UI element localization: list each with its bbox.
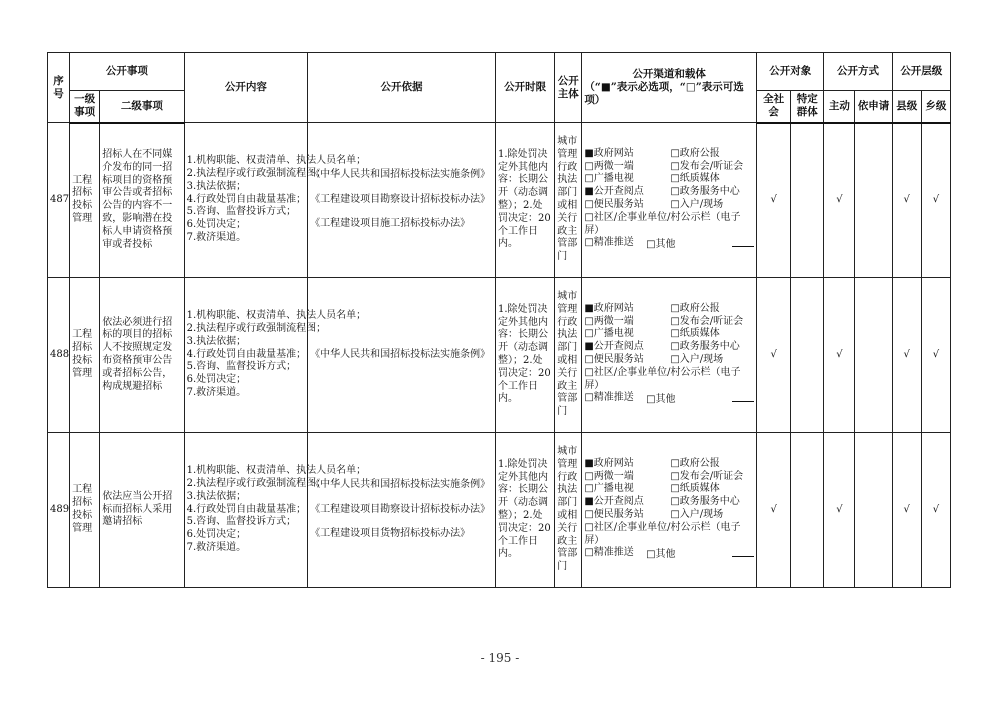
- channel-other: [646, 547, 754, 562]
- header-channel: [582, 53, 757, 123]
- channel-row: [584, 392, 754, 407]
- content-line: 1.机构职能、权责清单、执法人员名单；: [186, 310, 367, 322]
- header-level2: 二级事项: [100, 91, 184, 123]
- basis-item: 《工程建设项目货物招标投标办法》: [310, 528, 471, 540]
- channel-option: □精准推送: [584, 547, 634, 559]
- row-target-all: √: [757, 433, 791, 588]
- content-line: 7.救济渠道。: [186, 231, 247, 243]
- channel-row: [584, 471, 754, 484]
- channel-option: □发布会/听证会: [670, 470, 744, 482]
- channel-row: [584, 354, 754, 367]
- row-target-all: √: [757, 123, 791, 278]
- channel-option: □广播电视: [584, 328, 634, 340]
- row-target-specific: [791, 278, 824, 433]
- table-row: [48, 433, 951, 588]
- channel-row: [584, 199, 754, 212]
- header-level: 公开层级: [892, 53, 950, 91]
- row-method-request: [855, 123, 892, 278]
- page-number: - 195 -: [480, 651, 520, 665]
- channel-option: □其他: [646, 549, 676, 561]
- header-level-township: 乡级: [921, 91, 950, 123]
- channel-option: ■政府网站: [584, 457, 634, 469]
- basis-item: 《中华人民共和国招标投标法实施条例》: [310, 168, 491, 180]
- disclosure-table: [47, 52, 951, 588]
- channel-option: □精准推送: [584, 392, 634, 404]
- header-content: 公开内容: [184, 53, 308, 123]
- basis-item: 《工程建设项目勘察设计招标投标办法》: [310, 503, 491, 515]
- content-line: 2.执法程序或行政强制流程图；: [186, 478, 327, 489]
- channel-option: □广播电视: [584, 483, 634, 495]
- content-line: 1.机构职能、权责清单、执法人员名单；: [186, 465, 367, 477]
- row-level-county: √: [892, 278, 921, 433]
- row-level-township: √: [921, 123, 950, 278]
- channel-row: [584, 547, 754, 562]
- header-channel-title: 公开渠道和载体: [632, 68, 706, 80]
- channel-option: ■政府网站: [584, 302, 634, 314]
- row-subject: 城市管理行政执法部门或相关行政主管部门: [555, 433, 582, 588]
- header-target: 公开对象: [757, 53, 824, 91]
- table-header: [48, 53, 951, 123]
- row-method-request: [855, 433, 892, 588]
- row-basis: [308, 123, 496, 278]
- row-method-active: √: [824, 433, 855, 588]
- content-line: 6.处罚决定；: [186, 219, 247, 231]
- content-line: 6.处罚决定；: [186, 529, 247, 541]
- channel-option: □纸质媒体: [670, 328, 720, 340]
- row-basis: [308, 433, 496, 588]
- content-line: 2.执法程序或行政强制流程图；: [186, 323, 327, 334]
- basis-item: 《工程建设项目施工招标投标办法》: [310, 218, 471, 230]
- channel-option: □广播电视: [584, 173, 634, 185]
- channel-option: □政府公报: [670, 457, 720, 469]
- channel-row: [584, 186, 754, 199]
- content-line: 3.执法依据；: [186, 180, 247, 192]
- channel-option: ■政府网站: [584, 147, 634, 159]
- row-level-county: √: [892, 433, 921, 588]
- header-method-request: 依申请: [855, 91, 892, 123]
- channel-row: [584, 458, 754, 471]
- channel-option: □其他: [646, 394, 676, 406]
- row-level1: 工程招标投标管理: [70, 433, 100, 588]
- channel-option: □便民服务站: [584, 199, 644, 210]
- basis-item: 《中华人民共和国招标投标法实施条例》: [310, 478, 491, 490]
- row-seq: 487: [48, 123, 70, 278]
- channel-community: □社区/企事业单位/村公示栏（电子屏）: [584, 366, 741, 391]
- row-time: 1.除处罚决定外其他内容：长期公开（动态调整）；2.处罚决定：20个工作日内。: [495, 278, 554, 433]
- channel-option: ■公开查阅点: [584, 341, 644, 353]
- channel-option: □政务服务中心: [670, 341, 740, 353]
- row-level-county: √: [892, 123, 921, 278]
- channel-option: □入户/现场: [670, 509, 724, 520]
- header-time: 公开时限: [495, 53, 554, 123]
- row-channels: [582, 433, 757, 588]
- content-line: 5.咨询、监督投诉方式；: [186, 516, 297, 528]
- channel-row: [584, 148, 754, 161]
- channel-option: □其他: [646, 239, 676, 251]
- row-subject: 城市管理行政执法部门或相关行政主管部门: [555, 123, 582, 278]
- channel-other: [646, 392, 754, 407]
- channel-row: [584, 237, 754, 252]
- row-level2: 招标人在不同媒介发布的同一招标项目的资格预审公告或者招标公告的内容不一致，影响潜在投标人申请资格预审或者投标: [100, 123, 184, 278]
- row-level1: 工程招标投标管理: [70, 278, 100, 433]
- content-line: 4.行政处罚自由裁量基准；: [186, 348, 307, 360]
- header-matters: 公开事项: [70, 53, 184, 91]
- channel-option: □发布会/听证会: [670, 160, 744, 172]
- row-basis: [308, 278, 496, 433]
- channel-option: □便民服务站: [584, 354, 644, 365]
- row-time: 1.除处罚决定外其他内容：长期公开（动态调整）；2.处罚决定：20个工作日内。: [495, 123, 554, 278]
- content-line: 3.执法依据；: [186, 335, 247, 347]
- row-channels: [582, 278, 757, 433]
- table-row: [48, 123, 951, 278]
- channel-row: [584, 483, 754, 496]
- channel-option: ■公开查阅点: [584, 496, 644, 508]
- content-line: 5.咨询、监督投诉方式；: [186, 206, 297, 218]
- row-target-specific: [791, 433, 824, 588]
- channel-option: □纸质媒体: [670, 173, 720, 185]
- content-line: 6.处罚决定；: [186, 374, 247, 386]
- header-method: 公开方式: [824, 53, 892, 91]
- row-level-township: √: [921, 433, 950, 588]
- header-subject: 公开主体: [555, 53, 582, 123]
- header-level-county: 县级: [892, 91, 921, 123]
- channel-option: □精准推送: [584, 237, 634, 249]
- row-target-specific: [791, 123, 824, 278]
- header-level1: 一级事项: [70, 91, 100, 123]
- row-method-active: √: [824, 123, 855, 278]
- channel-option: □便民服务站: [584, 509, 644, 520]
- row-content: [184, 433, 367, 588]
- header-channel-note: （“■”表示必选项，“□”表示可选项）: [584, 81, 744, 106]
- content-line: 4.行政处罚自由裁量基准；: [186, 193, 307, 205]
- channel-option: □发布会/听证会: [670, 315, 744, 327]
- row-time: 1.除处罚决定外其他内容：长期公开（动态调整）；2.处罚决定：20个工作日内。: [495, 433, 554, 588]
- channel-option: □纸质媒体: [670, 483, 720, 495]
- content-line: 2.执法程序或行政强制流程图；: [186, 168, 327, 179]
- channel-option: ■公开查阅点: [584, 186, 644, 198]
- header-seq: 序号: [48, 53, 70, 123]
- row-target-all: √: [757, 278, 791, 433]
- channel-community: □社区/企事业单位/村公示栏（电子屏）: [584, 521, 741, 546]
- content-line: 3.执法依据；: [186, 490, 247, 502]
- content-line: 1.机构职能、权责清单、执法人员名单；: [186, 155, 367, 167]
- row-level2: 依法必须进行招标的项目的招标人不按照规定发布资格预审公告或者招标公告，构成规避招标: [100, 278, 184, 433]
- channel-option: □两微一端: [584, 160, 634, 172]
- content-line: 7.救济渠道。: [186, 386, 247, 398]
- channel-option: □两微一端: [584, 470, 634, 482]
- fill-in-blank: [732, 237, 754, 247]
- channel-row: [584, 328, 754, 341]
- channel-row: [584, 161, 754, 174]
- row-seq: 488: [48, 278, 70, 433]
- basis-item: 《中华人民共和国招标投标法实施条例》: [310, 348, 491, 360]
- channel-row: [584, 316, 754, 329]
- row-subject: 城市管理行政执法部门或相关行政主管部门: [555, 278, 582, 433]
- content-line: 7.救济渠道。: [186, 541, 247, 553]
- channel-row: [584, 341, 754, 354]
- channel-row: [584, 303, 754, 316]
- row-method-request: [855, 278, 892, 433]
- content-line: 4.行政处罚自由裁量基准；: [186, 503, 307, 515]
- row-level1: 工程招标投标管理: [70, 123, 100, 278]
- header-basis: 公开依据: [308, 53, 496, 123]
- row-method-active: √: [824, 278, 855, 433]
- channel-other: [646, 237, 754, 252]
- channel-option: □政府公报: [670, 147, 720, 159]
- table-row: [48, 278, 951, 433]
- channel-option: □入户/现场: [670, 354, 724, 365]
- header-target-all: 全社会: [757, 91, 791, 123]
- channel-row: [584, 509, 754, 522]
- channel-option: □入户/现场: [670, 199, 724, 210]
- fill-in-blank: [732, 547, 754, 557]
- row-content: [184, 278, 367, 433]
- channel-option: □两微一端: [584, 315, 634, 327]
- row-channels: [582, 123, 757, 278]
- channel-option: □政务服务中心: [670, 496, 740, 508]
- basis-item: 《工程建设项目勘察设计招标投标办法》: [310, 193, 491, 205]
- row-seq: 489: [48, 433, 70, 588]
- channel-community: □社区/企事业单位/村公示栏（电子屏）: [584, 211, 741, 236]
- table-body: [48, 123, 951, 588]
- row-level-township: √: [921, 278, 950, 433]
- row-content: [184, 123, 367, 278]
- channel-option: □政务服务中心: [670, 186, 740, 198]
- header-method-active: 主动: [824, 91, 855, 123]
- content-line: 5.咨询、监督投诉方式；: [186, 361, 297, 373]
- channel-row: [584, 173, 754, 186]
- channel-row: [584, 496, 754, 509]
- fill-in-blank: [732, 392, 754, 402]
- row-level2: 依法应当公开招标而招标人采用邀请招标: [100, 433, 184, 588]
- channel-option: □政府公报: [670, 302, 720, 314]
- header-target-specific: 特定群体: [791, 91, 824, 123]
